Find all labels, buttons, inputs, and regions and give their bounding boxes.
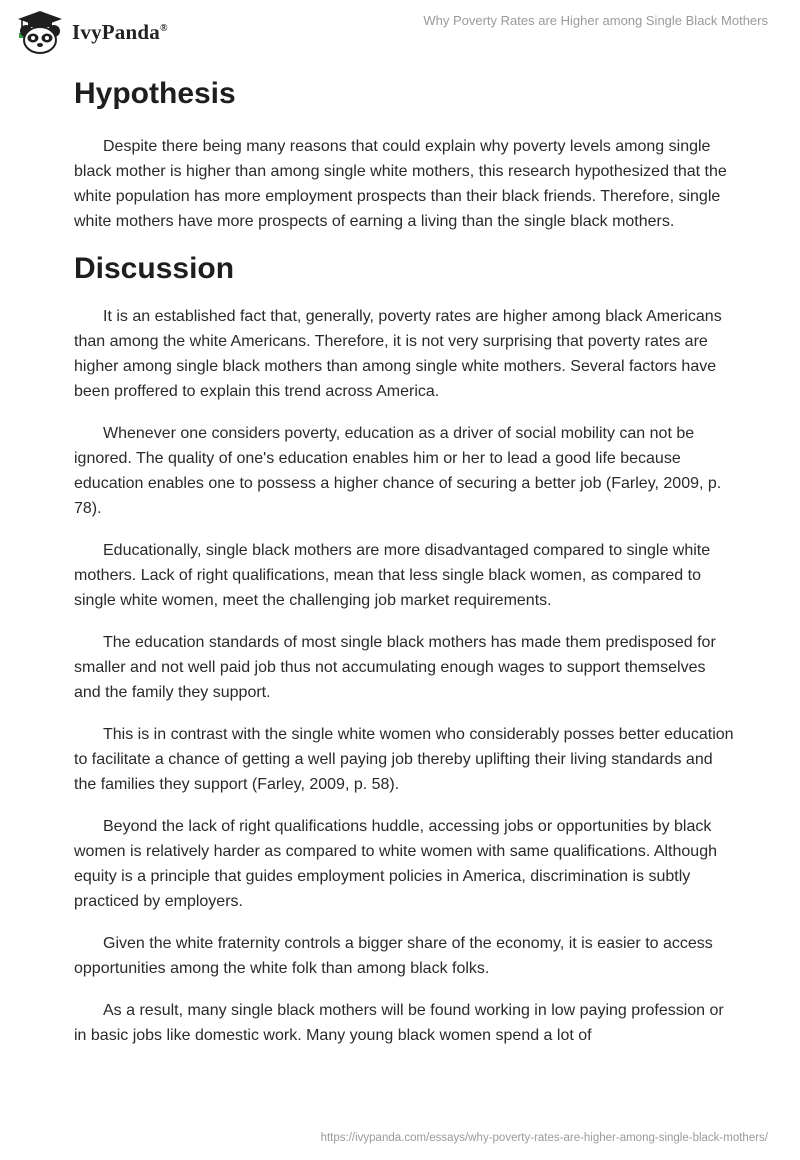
- paragraph: Given the white fraternity controls a bigger share of the economy, it is easier to access opportunities among the white folk than among black folks.: [74, 935, 713, 977]
- paragraph: Whenever one considers poverty, education as a driver of social mobility can not be ignored. The quality of one's education enables him or her to lead a good life because education enables one to possess a higher chance of securing a better job (Farley, 2009, p. 78).: [74, 425, 722, 517]
- paragraph: Beyond the lack of right qualifications huddle, accessing jobs or opportunities by black women is relatively harder as compared to white women with same qualifications. Although equity is a principle that guides employment policies in America, discrimination is subtly practiced by employers.: [74, 818, 717, 910]
- paragraph: This is in contrast with the single white women who considerably posses better education to facilitate a chance of getting a well paying job thereby uplifting their living standards and the families they support (Farley, 2009, p. 58).: [74, 726, 734, 793]
- source-url[interactable]: https://ivypanda.com/essays/why-poverty-rates-are-higher-among-single-black-mothers/: [320, 1132, 768, 1144]
- paragraph: As a result, many single black mothers will be found working in low paying profession or in basic jobs like domestic work. Many young black women spend a lot of: [74, 1002, 724, 1044]
- header: [0, 0, 800, 64]
- paragraph: It is an established fact that, generally, poverty rates are higher among black Americans than among the white Americans. Therefore, it is not very surprising that poverty rates are higher among single black mothers than among single white mothers. Several factors have been proffered to explain this trend across America.: [74, 308, 722, 400]
- logo[interactable]: [14, 9, 168, 55]
- article-body: [74, 72, 734, 1048]
- paragraph: Despite there being many reasons that could explain why poverty levels among single black mother is higher than among single white mothers, this research hypothesized that the white population has more employment prospects than their black friends. Therefore, single white mothers have more prospects of earning a living than the single black mothers.: [74, 138, 727, 230]
- document-title: Why Poverty Rates are Higher among Single Black Mothers: [423, 13, 768, 28]
- heading-discussion: Discussion: [74, 252, 235, 285]
- paragraph: Educationally, single black mothers are more disadvantaged compared to single white mothers. Lack of right qualifications, mean that less single black women, as compared to single white women, meet the challenging job market requirements.: [74, 542, 711, 609]
- panda-graduate-icon: [14, 9, 66, 55]
- brand-name: IvyPanda®: [72, 19, 168, 44]
- paragraph: The education standards of most single black mothers has made them predisposed for smaller and not well paid job thus not accumulating enough wages to support themselves and the family they support.: [74, 634, 716, 701]
- heading-hypothesis: Hypothesis: [74, 77, 236, 110]
